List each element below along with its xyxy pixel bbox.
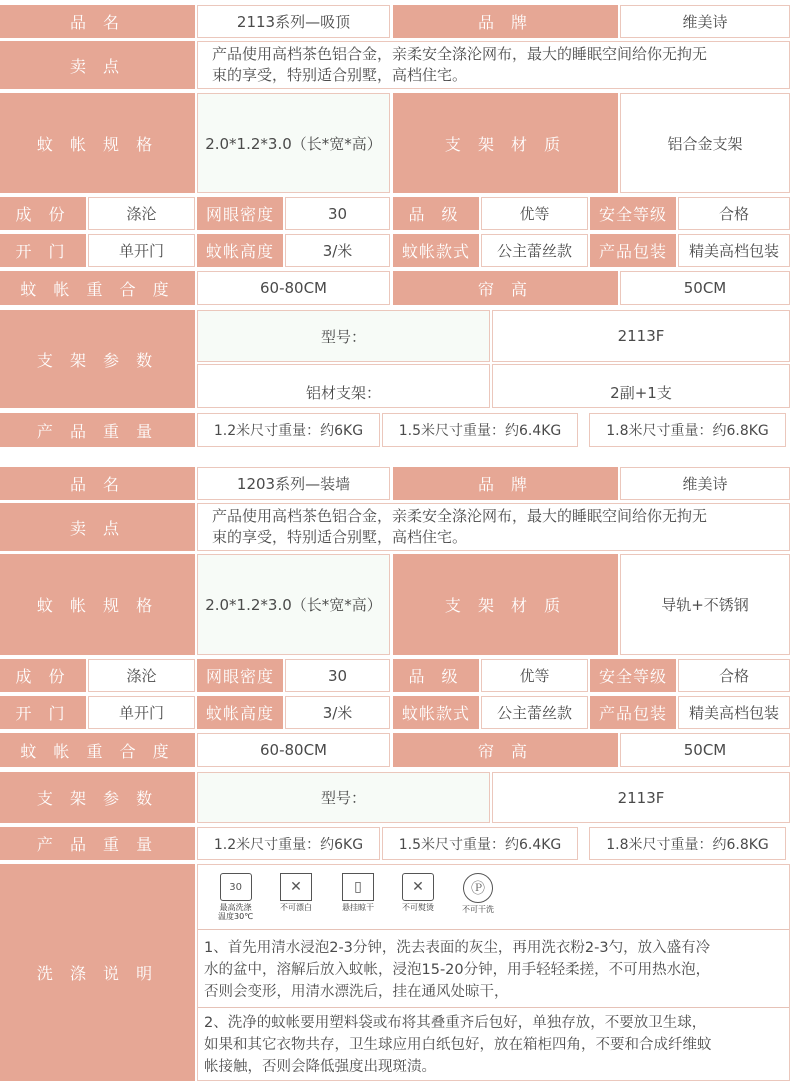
no-dryclean-icon: Ⓟ 不可干洗: [462, 873, 494, 914]
label-mesh: 网眼密度: [197, 197, 283, 230]
value-frame-label: 铝材支架：: [197, 364, 490, 408]
value-height: 3/米: [285, 696, 390, 729]
label-door: 开 门: [0, 234, 86, 267]
selling-line-2: 束的享受，特别适合别墅，高档住宅。: [212, 66, 468, 84]
value-weight-1-2: 1.2米尺寸重量：约6KG: [197, 827, 380, 860]
wash-paragraph-1: 1、首先用清水浸泡2-3分钟，洗去表面的灰尘，再用洗衣粉2-3勺，放入盛有冷 水的盆中，溶解后放入蚊帐，浸泡15-20分钟，用手轻轻柔搓，不可用热水泡， 否则会变形，用清水漂洗后，挂在通风处晾干，: [204, 940, 711, 1000]
value-door: 单开门: [88, 696, 195, 729]
value-model: 2113F: [492, 772, 790, 823]
value-package: 精美高档包装: [678, 234, 790, 267]
label-safety: 安全等级: [590, 197, 676, 230]
wash-divider: [198, 929, 789, 930]
value-brand: 维美诗: [620, 5, 790, 38]
value-frame: 2副+1支: [492, 364, 790, 408]
value-safety: 合格: [678, 659, 790, 692]
value-frame-material: 导轨+不锈钢: [620, 554, 790, 655]
label-component: 成 份: [0, 197, 86, 230]
value-frame-material: 铝合金支架: [620, 93, 790, 193]
value-name: 1203系列—装墙: [197, 467, 390, 500]
value-curtain-height: 50CM: [620, 733, 790, 767]
value-model-label: 型号：: [197, 772, 490, 823]
label-wash: 洗 涤 说 明: [0, 864, 195, 1081]
value-overlap: 60-80CM: [197, 733, 390, 767]
label-grade: 品 级: [393, 197, 479, 230]
label-frame-material: 支 架 材 质: [393, 93, 618, 193]
value-grade: 优等: [481, 197, 588, 230]
label-name: 品 名: [0, 467, 195, 500]
selling-line-1: 产品使用高档茶色铝合金，亲柔安全涤沦网布，最大的睡眠空间给你无拘无: [212, 507, 708, 525]
value-selling-point: [197, 41, 790, 89]
value-door: 单开门: [88, 234, 195, 267]
label-brand: 品 牌: [393, 5, 618, 38]
label-package: 产品包装: [590, 234, 676, 267]
hang-dry-icon: ▯ 悬挂晾干: [342, 873, 374, 912]
value-safety: 合格: [678, 197, 790, 230]
selling-line-2: 束的享受，特别适合别墅，高档住宅。: [212, 528, 468, 546]
label-selling-point: 卖 点: [0, 503, 195, 551]
value-spec: 2.0*1.2*3.0（长*宽*高）: [197, 554, 390, 655]
value-model-label: 型号：: [197, 310, 490, 362]
value-grade: 优等: [481, 659, 588, 692]
label-frame-params: 支 架 参 数: [0, 772, 195, 823]
value-style: 公主蕾丝款: [481, 696, 588, 729]
value-style: 公主蕾丝款: [481, 234, 588, 267]
label-name: 品 名: [0, 5, 195, 38]
wash-paragraph-2: 2、洗净的蚊帐要用塑料袋或布将其叠重齐后包好，单独存放，不要放卫生球， 如果和其它衣物共存，卫生球应用白纸包好，放在箱柜四角，不要和合成纤维蚊 帐接触，否则会降低强度出现斑渍。: [204, 1015, 712, 1075]
label-spec: 蚊 帐 规 格: [0, 93, 195, 193]
value-weight-1-8: 1.8米尺寸重量：约6.8KG: [589, 413, 786, 447]
wash-panel: [197, 864, 790, 1081]
label-style: 蚊帐款式: [393, 234, 479, 267]
value-selling-point: [197, 503, 790, 551]
value-weight-1-8: 1.8米尺寸重量：约6.8KG: [589, 827, 786, 860]
value-model: 2113F: [492, 310, 790, 362]
value-component: 涤沦: [88, 197, 195, 230]
label-frame-material: 支 架 材 质: [393, 554, 618, 655]
label-mesh: 网眼密度: [197, 659, 283, 692]
value-brand: 维美诗: [620, 467, 790, 500]
no-iron-icon: ✕ 不可熨烫: [402, 873, 434, 912]
label-spec: 蚊 帐 规 格: [0, 554, 195, 655]
value-mesh: 30: [285, 659, 390, 692]
value-height: 3/米: [285, 234, 390, 267]
label-style: 蚊帐款式: [393, 696, 479, 729]
label-curtain-height: 帘 高: [393, 271, 618, 305]
value-weight-1-5: 1.5米尺寸重量：约6.4KG: [382, 827, 578, 860]
value-curtain-height: 50CM: [620, 271, 790, 305]
label-height: 蚊帐高度: [197, 696, 283, 729]
selling-line-1: 产品使用高档茶色铝合金，亲柔安全涤沦网布，最大的睡眠空间给你无拘无: [212, 45, 708, 63]
label-brand: 品 牌: [393, 467, 618, 500]
label-curtain-height: 帘 高: [393, 733, 618, 767]
label-safety: 安全等级: [590, 659, 676, 692]
wash-divider-2: [198, 1007, 789, 1008]
wash-icons: [198, 865, 789, 929]
label-frame-params: 支 架 参 数: [0, 310, 195, 408]
value-weight-1-2: 1.2米尺寸重量：约6KG: [197, 413, 380, 447]
label-weight: 产 品 重 量: [0, 413, 195, 447]
label-overlap: 蚊 帐 重 合 度: [0, 271, 195, 305]
label-component: 成 份: [0, 659, 86, 692]
no-bleach-icon: ✕ 不可漂白: [280, 873, 312, 912]
value-component: 涤沦: [88, 659, 195, 692]
wash-30-icon: 30 最高洗涤 温度30℃: [218, 873, 253, 921]
label-package: 产品包装: [590, 696, 676, 729]
label-height: 蚊帐高度: [197, 234, 283, 267]
value-package: 精美高档包装: [678, 696, 790, 729]
label-weight: 产 品 重 量: [0, 827, 195, 860]
value-name: 2113系列—吸顶: [197, 5, 390, 38]
value-overlap: 60-80CM: [197, 271, 390, 305]
value-spec: 2.0*1.2*3.0（长*宽*高）: [197, 93, 390, 193]
value-mesh: 30: [285, 197, 390, 230]
label-selling-point: 卖 点: [0, 41, 195, 89]
label-overlap: 蚊 帐 重 合 度: [0, 733, 195, 767]
label-door: 开 门: [0, 696, 86, 729]
label-grade: 品 级: [393, 659, 479, 692]
value-weight-1-5: 1.5米尺寸重量：约6.4KG: [382, 413, 578, 447]
